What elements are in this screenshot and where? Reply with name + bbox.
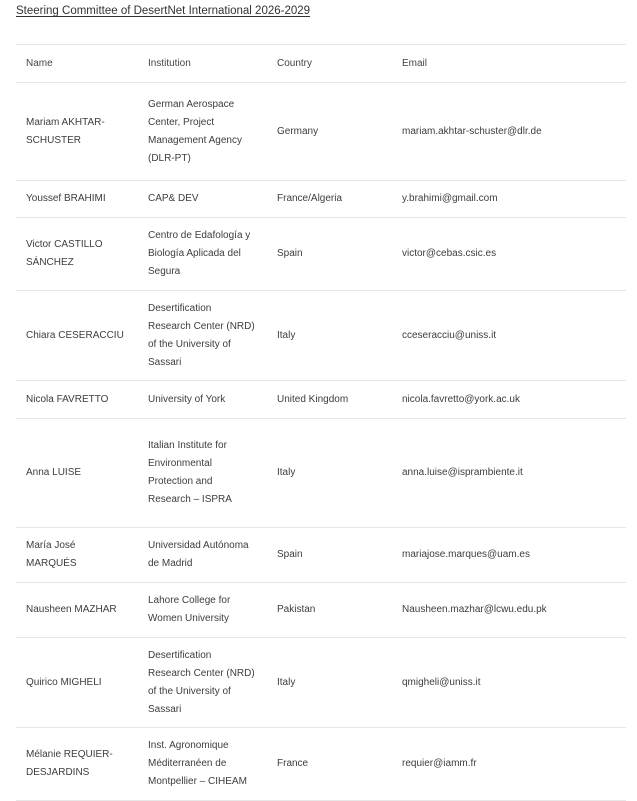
table-row — [16, 528, 626, 583]
member-institution: Lahore College for Women University — [138, 583, 267, 638]
table-row — [16, 291, 626, 381]
table-header-row — [16, 45, 626, 83]
member-country: Spain — [267, 218, 392, 291]
member-country: Spain — [267, 528, 392, 583]
table-row — [16, 638, 626, 728]
member-country: Italy — [267, 419, 392, 528]
member-name: Chiara CESERACCIU — [16, 291, 138, 381]
member-institution: Centro de Edafología y Biología Aplicada del Segura — [138, 218, 267, 291]
page-title-link[interactable]: Steering Committee of DesertNet International 2026-2029 — [16, 5, 311, 17]
member-institution: Universidad Autónoma de Madrid — [138, 528, 267, 583]
member-name: Victor CASTILLO SÁNCHEZ — [16, 218, 138, 291]
member-name: María José MARQUÉS — [16, 528, 138, 583]
member-institution: CAP& DEV — [138, 181, 267, 218]
member-email: victor@cebas.csic.es — [392, 218, 626, 291]
member-name: Anna LUISE — [16, 419, 138, 528]
column-header-country: Country — [267, 45, 392, 83]
member-name: Quirico MIGHELI — [16, 638, 138, 728]
member-email: nicola.favretto@york.ac.uk — [392, 381, 626, 419]
member-email: mariam.akhtar-schuster@dlr.de — [392, 83, 626, 181]
member-institution: Italian Institute for Environmental Protection and Research – ISPRA — [138, 419, 267, 528]
member-country: Pakistan — [267, 583, 392, 638]
member-institution: Desertification Research Center (NRD) of the University of Sassari — [138, 638, 267, 728]
member-country: Italy — [267, 638, 392, 728]
member-country: Germany — [267, 83, 392, 181]
table-row — [16, 218, 626, 291]
member-name: Mélanie REQUIER- DESJARDINS — [16, 728, 138, 801]
member-institution: Desertification Research Center (NRD) of the University of Sassari — [138, 291, 267, 381]
member-email: y.brahimi@gmail.com — [392, 181, 626, 218]
member-email: mariajose.marques@uam.es — [392, 528, 626, 583]
table-row — [16, 419, 626, 528]
table-row — [16, 728, 626, 801]
column-header-name: Name — [16, 45, 138, 83]
table-row — [16, 583, 626, 638]
member-country: Italy — [267, 291, 392, 381]
member-email: requier@iamm.fr — [392, 728, 626, 801]
committee-table-container — [16, 44, 626, 801]
column-header-email: Email — [392, 45, 626, 83]
member-name: Mariam AKHTAR- SCHUSTER — [16, 83, 138, 181]
member-email: cceseracciu@uniss.it — [392, 291, 626, 381]
member-country: France — [267, 728, 392, 801]
member-country: United Kingdom — [267, 381, 392, 419]
column-header-institution: Institution — [138, 45, 267, 83]
member-institution: German Aerospace Center, Project Management Agency (DLR-PT) — [138, 83, 267, 181]
member-name: Youssef BRAHIMI — [16, 181, 138, 218]
member-country: France/Algeria — [267, 181, 392, 218]
committee-table — [16, 45, 626, 801]
member-email: Nausheen.mazhar@lcwu.edu.pk — [392, 583, 626, 638]
member-institution: Inst. Agronomique Méditerranéen de Montpellier – CIHEAM — [138, 728, 267, 801]
member-email: qmigheli@uniss.it — [392, 638, 626, 728]
table-row — [16, 181, 626, 218]
member-name: Nausheen MAZHAR — [16, 583, 138, 638]
table-row — [16, 83, 626, 181]
member-email: anna.luise@isprambiente.it — [392, 419, 626, 528]
member-name: Nicola FAVRETTO — [16, 381, 138, 419]
member-institution: University of York — [138, 381, 267, 419]
table-row — [16, 381, 626, 419]
